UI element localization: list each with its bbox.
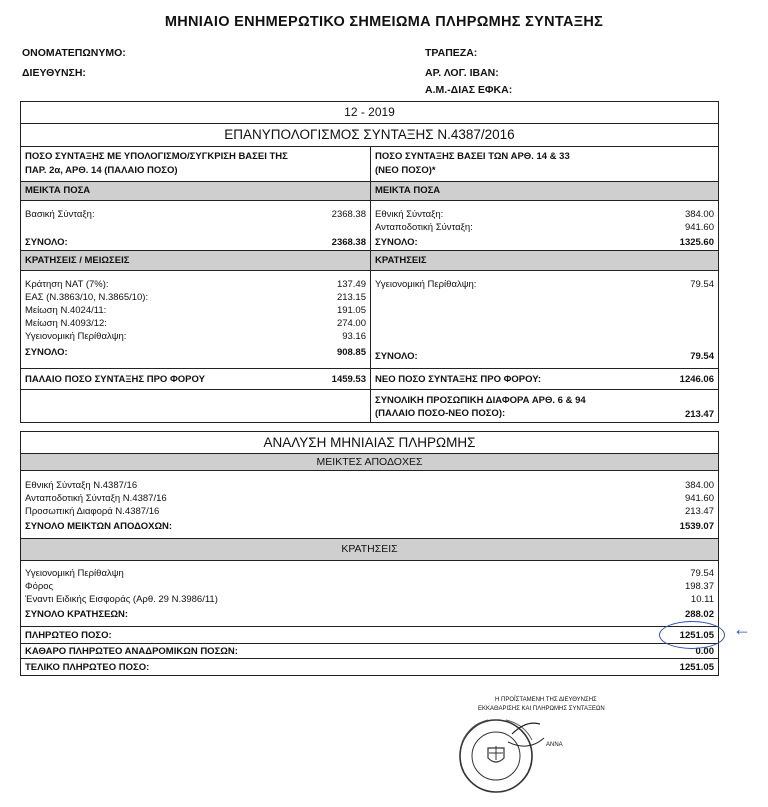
retro-label: ΚΑΘΑΡΟ ΠΛΗΡΩΤΕΟ ΑΝΑΔΡΟΜΙΚΩΝ ΠΟΣΩΝ:	[25, 646, 238, 657]
left-head-2: ΠΑΡ. 2α, ΑΡΘ. 14 (ΠΑΛΑΙΟ ΠΟΣΟ)	[25, 165, 178, 176]
right-gross-0-label: Εθνική Σύνταξη:	[375, 209, 444, 220]
paid-label: ΠΛΗΡΩΤΕΟ ΠΟΣΟ:	[25, 630, 112, 641]
gross-2-value: 213.47	[684, 506, 714, 517]
gross-0-value: 384.00	[684, 480, 714, 491]
am-label: Α.Μ.-ΔΙΑΣ ΕΦΚΑ:	[425, 84, 513, 96]
left-ded-1-value: 213.15	[336, 292, 366, 303]
column-divider	[370, 147, 371, 422]
ded-2-label: Έναντι Ειδικής Εισφοράς (Αρθ. 29 Ν.3986/11)	[25, 594, 218, 605]
diff-label-2: (ΠΑΛΑΙΟ ΠΟΣΟ-ΝΕΟ ΠΟΣΟ):	[375, 408, 506, 419]
analysis-section	[20, 431, 719, 676]
retro-row	[21, 644, 718, 659]
old-before-tax-value: 1459.53	[331, 374, 366, 385]
retro-value: 0.00	[695, 646, 714, 657]
right-gross-0-value: 384.00	[684, 209, 714, 220]
ded-2-value: 10.11	[690, 594, 714, 605]
ded-1-value: 198.37	[684, 581, 714, 592]
left-gross-label: ΜΕΙΚΤΑ ΠΟΣΑ	[25, 185, 91, 196]
right-gross-1-value: 941.60	[684, 222, 714, 233]
left-gross-total-value: 2368.38	[331, 237, 366, 248]
final-row	[21, 659, 718, 676]
analysis-title: ΑΝΑΛΥΣΗ ΜΗΝΙΑΙΑΣ ΠΛΗΡΩΜΗΣ	[21, 432, 718, 454]
left-ded-0-value: 137.49	[336, 279, 366, 290]
gross-0-label: Εθνική Σύνταξη Ν.4387/16	[25, 480, 138, 491]
right-head-2: (ΝΕΟ ΠΟΣΟ)*	[375, 165, 436, 176]
iban-label: ΑΡ. ΛΟΓ. IBAN:	[425, 67, 499, 79]
ded-total-value: 288.02	[684, 609, 714, 620]
right-ded-0-value: 79.54	[690, 279, 714, 290]
left-gross-0-label: Βασική Σύνταξη:	[25, 209, 95, 220]
left-ded-4-label: Υγειονομική Περίθαλψη:	[25, 331, 127, 342]
document-title: ΜΗΝΙΑΙΟ ΕΝΗΜΕΡΩΤΙΚΟ ΣΗΜΕΙΩΜΑ ΠΛΗΡΩΜΗΣ ΣΥΝΤΑΞΗΣ	[164, 14, 604, 30]
left-ded-4-value: 93.16	[342, 331, 366, 342]
gross-total-label: ΣΥΝΟΛΟ ΜΕΙΚΤΩΝ ΑΠΟΔΟΧΩΝ:	[25, 521, 173, 532]
recalc-title: ΕΠΑΝΥΠΟΛΟΓΙΣΜΟΣ ΣΥΝΤΑΞΗΣ Ν.4387/2016	[21, 124, 718, 147]
signature-line-2: ΕΚΚΑΘΑΡΙΣΗΣ ΚΑΙ ΠΛΗΡΩΜΗΣ ΣΥΝΤΑΞΕΩΝ	[478, 706, 605, 712]
gross-total-value: 1539.07	[679, 521, 714, 532]
new-before-tax-label: ΝΕΟ ΠΟΣΟ ΣΥΝΤΑΞΗΣ ΠΡΟ ΦΟΡΟΥ:	[375, 374, 542, 385]
old-before-tax-label: ΠΑΛΑΙΟ ΠΟΣΟ ΣΥΝΤΑΞΗΣ ΠΡΟ ΦΟΡΟΥ	[25, 374, 205, 385]
left-gross-total-label: ΣΥΝΟΛΟ:	[25, 237, 68, 248]
left-ded-2-value: 191.05	[336, 305, 366, 316]
bank-label: ΤΡΑΠΕΖΑ:	[425, 47, 478, 59]
name-label: ΟΝΟΜΑΤΕΠΩΝΥΜΟ:	[22, 47, 126, 59]
seal-stamp-icon	[448, 712, 558, 796]
ded-total-label: ΣΥΝΟΛΟ ΚΡΑΤΗΣΕΩΝ:	[25, 609, 129, 620]
ded-head: ΚΡΑΤΗΣΕΙΣ	[21, 539, 718, 561]
new-before-tax-value: 1246.06	[679, 374, 714, 385]
right-gross-1-label: Ανταποδοτική Σύνταξη:	[375, 222, 473, 233]
ded-0-label: Υγειονομική Περίθαλψη	[25, 568, 124, 579]
final-value: 1251.05	[679, 662, 714, 673]
right-ded-0-label: Υγειονομική Περίθαλψη:	[375, 279, 477, 290]
left-ded-0-label: Κράτηση ΝΑΤ (7%):	[25, 279, 109, 290]
right-head-1: ΠΟΣΟ ΣΥΝΤΑΞΗΣ ΒΑΣΕΙ ΤΩΝ ΑΡΘ. 14 & 33	[375, 151, 570, 162]
analysis-ded-rows	[21, 561, 718, 627]
left-ded-3-label: Μείωση Ν.4093/12:	[25, 318, 107, 329]
final-label: ΤΕΛΙΚΟ ΠΛΗΡΩΤΕΟ ΠΟΣΟ:	[25, 662, 150, 673]
left-ded-1-label: ΕΑΣ (Ν.3863/10, Ν.3865/10):	[25, 292, 149, 303]
ded-1-label: Φόρος	[25, 581, 54, 592]
ded-0-value: 79.54	[690, 568, 714, 579]
gross-head: ΜΕΙΚΤΕΣ ΑΠΟΔΟΧΕΣ	[21, 454, 718, 471]
gross-2-label: Προσωπική Διαφορά Ν.4387/16	[25, 506, 160, 517]
left-ded-label: ΚΡΑΤΗΣΕΙΣ / ΜΕΙΩΣΕΙΣ	[25, 255, 130, 266]
diff-label-1: ΣΥΝΟΛΙΚΗ ΠΡΟΣΩΠΙΚΗ ΔΙΑΦΟΡΑ ΑΡΘ. 6 & 94	[375, 395, 586, 406]
signature-name: ΑΝΝΑ	[546, 742, 563, 748]
right-ded-total-value: 79.54	[690, 351, 714, 362]
gross-1-label: Ανταποδοτική Σύνταξη Ν.4387/16	[25, 493, 167, 504]
address-label: ΔΙΕΥΘΥΝΣΗ:	[22, 67, 86, 79]
right-ded-total-label: ΣΥΝΟΛΟ:	[375, 351, 418, 362]
left-ded-total-value: 908.85	[336, 347, 366, 358]
pen-circle-annotation	[659, 621, 725, 649]
right-gross-total-label: ΣΥΝΟΛΟ:	[375, 237, 418, 248]
analysis-gross-rows	[21, 471, 718, 539]
paid-row	[21, 627, 718, 644]
left-ded-total-label: ΣΥΝΟΛΟ:	[25, 347, 68, 358]
right-gross-label: ΜΕΙΚΤΑ ΠΟΣΑ	[375, 185, 441, 196]
right-ded-label: ΚΡΑΤΗΣΕΙΣ	[375, 255, 427, 266]
arrow-left-icon: ←	[733, 619, 751, 639]
gross-1-value: 941.60	[684, 493, 714, 504]
left-ded-2-label: Μείωση Ν.4024/11:	[25, 305, 107, 316]
left-head-1: ΠΟΣΟ ΣΥΝΤΑΞΗΣ ΜΕ ΥΠΟΛΟΓΙΣΜΟ/ΣΥΓΚΡΙΣΗ ΒΑΣΕΙ ΤΗΣ	[25, 151, 288, 162]
left-gross-0-value: 2368.38	[331, 209, 366, 220]
right-gross-total-value: 1325.60	[679, 237, 714, 248]
recalc-section	[20, 101, 719, 423]
signature-line-1: Η ΠΡΟΪΣΤΑΜΕΝΗ ΤΗΣ ΔΙΕΥΘΥΝΣΗΣ	[495, 697, 597, 703]
diff-value: 213.47	[684, 409, 714, 420]
left-ded-3-value: 274.00	[336, 318, 366, 329]
period: 12 - 2019	[21, 102, 718, 124]
paid-value: 1251.05	[679, 630, 714, 641]
